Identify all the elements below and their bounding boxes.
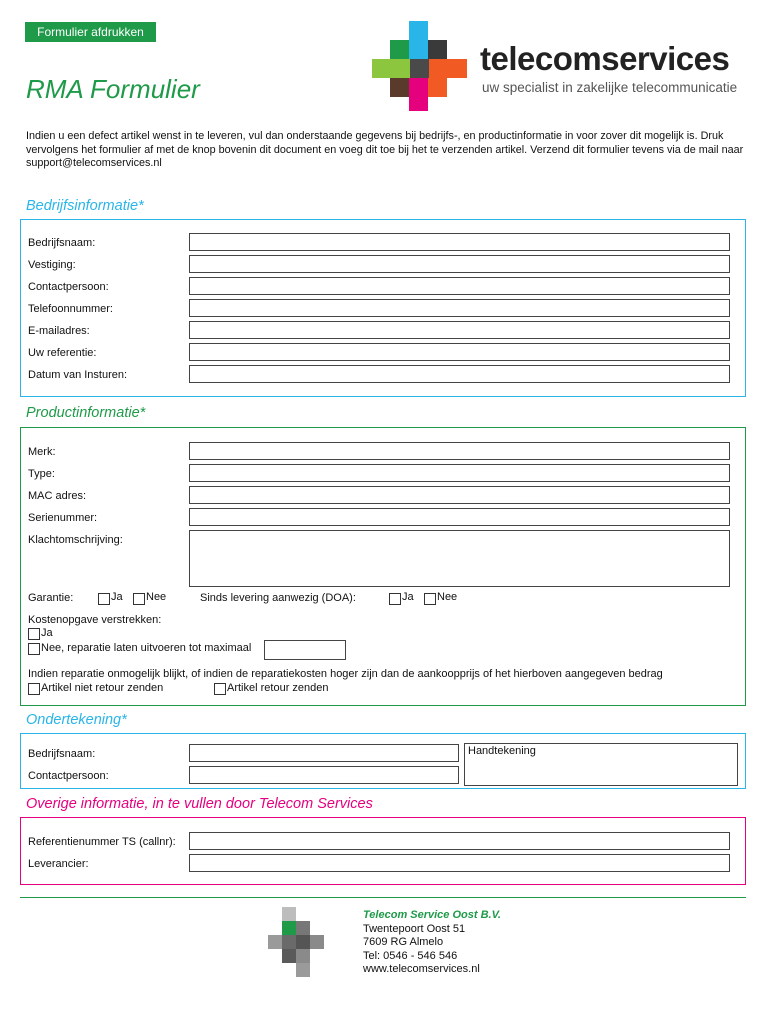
company-address <box>363 909 501 977</box>
doa-label: Sinds levering aanwezig (DOA): <box>200 592 356 604</box>
company-name: Telecom Service Oost B.V. <box>363 909 501 921</box>
field-label: Uw referentie: <box>28 347 97 359</box>
checkbox-label: Nee <box>437 591 458 603</box>
field-label: Datum van Insturen: <box>28 369 128 381</box>
address-website: www.telecomservices.nl <box>363 963 480 975</box>
retour-instructie: Indien reparatie onmogelijk blijkt, of indien de reparatiekosten hoger zijn dan de aankoopprijs of het hierboven aangegeven bedrag <box>28 668 663 680</box>
footer-divider <box>20 897 746 898</box>
type-input[interactable] <box>189 464 730 482</box>
field-label: Telefoonnummer: <box>28 303 113 315</box>
intro-text: Indien u een defect artikel wenst in te leveren, vul dan onderstaande gegevens bij bedrijfs-, en productinformatie in voor zover dit mogelijk is. Druk vervolgens het formulier af met de knop bovenin dit document en voeg dit toe bij het te verzenden artikel. Verzend dit formulier tevens via de mail naar support@telecomservices.nl <box>26 130 744 169</box>
kosten-ja-checkbox[interactable] <box>28 628 40 640</box>
checkbox-label: Ja <box>111 591 123 603</box>
field-label: Contactpersoon: <box>28 281 109 293</box>
kostenopgave-label: Kostenopgave verstrekken: <box>28 614 162 626</box>
field-label: Referentienummer TS (callnr): <box>28 836 176 848</box>
vestiging-input[interactable] <box>189 255 730 273</box>
field-label: Contactpersoon: <box>28 770 109 782</box>
footer-logo-icon <box>268 907 324 977</box>
section-title-ondertekening: Ondertekening* <box>26 712 127 728</box>
section-title-bedrijfsinformatie: Bedrijfsinformatie* <box>26 198 144 214</box>
maximaal-bedrag-input[interactable] <box>264 640 346 660</box>
doa-ja-checkbox[interactable] <box>389 593 401 605</box>
field-label: Merk: <box>28 446 56 458</box>
brand-tagline: uw specialist in zakelijke telecommunicatie <box>482 80 738 95</box>
serienummer-input[interactable] <box>189 508 730 526</box>
referentienummer-ts-input[interactable] <box>189 832 730 850</box>
field-label: Bedrijfsnaam: <box>28 748 96 760</box>
field-label: Serienummer: <box>28 512 98 524</box>
handtekening-field[interactable] <box>464 743 738 786</box>
onderteken-contactpersoon-input[interactable] <box>189 766 459 784</box>
print-form-button[interactable]: Formulier afdrukken <box>25 22 156 42</box>
checkbox-label: Nee <box>146 591 167 603</box>
kosten-nee-checkbox[interactable] <box>28 643 40 655</box>
field-label: Type: <box>28 468 55 480</box>
field-label: Klachtomschrijving: <box>28 534 123 546</box>
telecomservices-logo-icon <box>372 21 468 111</box>
field-label: Leverancier: <box>28 858 89 870</box>
field-label: Vestiging: <box>28 259 76 271</box>
checkbox-label: Nee, reparatie laten uitvoeren tot maximaal <box>41 642 252 654</box>
referentie-input[interactable] <box>189 343 730 361</box>
checkbox-label: Artikel niet retour zenden <box>41 682 164 694</box>
field-label: MAC adres: <box>28 490 87 502</box>
checkbox-label: Ja <box>41 627 53 639</box>
mac-adres-input[interactable] <box>189 486 730 504</box>
section-title-overige-informatie: Overige informatie, in te vullen door Telecom Services <box>26 796 373 812</box>
telefoonnummer-input[interactable] <box>189 299 730 317</box>
doa-nee-checkbox[interactable] <box>424 593 436 605</box>
contactpersoon-input[interactable] <box>189 277 730 295</box>
brand-name: telecomservices <box>480 40 730 77</box>
retour-wel-checkbox[interactable] <box>214 683 226 695</box>
address-street: Twentepoort Oost 51 <box>363 922 466 935</box>
address-phone: Tel: 0546 - 546 546 <box>363 949 458 962</box>
klachtomschrijving-textarea[interactable] <box>189 530 730 587</box>
address-city: 7609 RG Almelo <box>363 936 444 948</box>
checkbox-label: Ja <box>402 591 414 603</box>
retour-niet-checkbox[interactable] <box>28 683 40 695</box>
page-title: RMA Formulier <box>26 74 200 104</box>
overige-informatie-section <box>20 817 746 885</box>
section-title-productinformatie: Productinformatie* <box>26 405 146 421</box>
onderteken-bedrijfsnaam-input[interactable] <box>189 744 459 762</box>
garantie-label: Garantie: <box>28 592 74 604</box>
merk-input[interactable] <box>189 442 730 460</box>
datum-insturen-input[interactable] <box>189 365 730 383</box>
field-label: Bedrijfsnaam: <box>28 237 96 249</box>
garantie-ja-checkbox[interactable] <box>98 593 110 605</box>
emailadres-input[interactable] <box>189 321 730 339</box>
handtekening-label: Handtekening <box>468 745 536 757</box>
bedrijfsnaam-input[interactable] <box>189 233 730 251</box>
field-label: E-mailadres: <box>28 325 90 337</box>
leverancier-input[interactable] <box>189 854 730 872</box>
garantie-nee-checkbox[interactable] <box>133 593 145 605</box>
checkbox-label: Artikel retour zenden <box>227 682 329 694</box>
